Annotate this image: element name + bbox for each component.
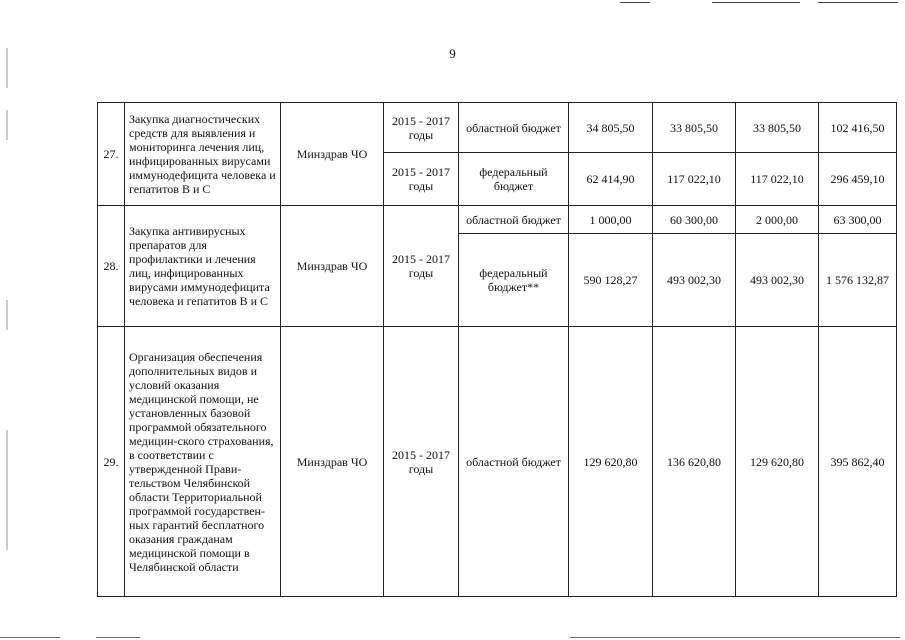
funding-source: федеральный бюджет: [459, 153, 569, 206]
measure-description: Закупка диагностических средств для выявления и мониторинга лечения лиц, инфицированных вирусами иммунодефицита человека и гепатитов В и С: [125, 103, 281, 206]
scan-artifact-speck: [6, 430, 8, 550]
scan-artifact-line: [570, 637, 900, 638]
amount-2015: 34 805,50: [569, 103, 653, 153]
amount-total: 63 300,00: [819, 206, 897, 234]
amount-2017: 2 000,00: [736, 206, 819, 234]
funding-source: федеральный бюджет**: [459, 234, 569, 327]
amount-2017: 129 620,80: [736, 327, 819, 597]
amount-2017: 493 002,30: [736, 234, 819, 327]
amount-2016: 493 002,30: [653, 234, 736, 327]
executor-cell: Минздрав ЧО: [281, 206, 384, 327]
amount-2015: 590 128,27: [569, 234, 653, 327]
executor-cell: Минздрав ЧО: [281, 103, 384, 206]
amount-2017: 117 022,10: [736, 153, 819, 206]
table-row: [98, 103, 897, 153]
table-row: [98, 327, 897, 597]
page-number: 9: [449, 46, 456, 61]
scan-artifact-line: [96, 637, 140, 638]
scan-artifact-line: [712, 2, 800, 3]
scan-artifact-speck: [6, 110, 8, 140]
period-cell: 2015 - 2017 годы: [384, 206, 459, 327]
period-cell: 2015 - 2017 годы: [384, 103, 459, 153]
row-number: 27.: [98, 103, 125, 206]
funding-source: областной бюджет: [459, 103, 569, 153]
amount-2016: 60 300,00: [653, 206, 736, 234]
amount-2015: 1 000,00: [569, 206, 653, 234]
measure-description: Закупка антивирусных препаратов для профилактики и лечения лиц, инфицированных вирусами иммунодефицита человека и гепатитов В и С: [125, 206, 281, 327]
table-row: [98, 206, 897, 234]
amount-total: 1 576 132,87: [819, 234, 897, 327]
amount-2015: 129 620,80: [569, 327, 653, 597]
amount-2016: 117 022,10: [653, 153, 736, 206]
amount-total: 395 862,40: [819, 327, 897, 597]
amount-2016: 136 620,80: [653, 327, 736, 597]
amount-2015: 62 414,90: [569, 153, 653, 206]
scan-artifact-speck: [6, 300, 8, 330]
scan-artifact-line: [818, 2, 898, 3]
executor-cell: Минздрав ЧО: [281, 327, 384, 597]
period-cell: 2015 - 2017 годы: [384, 327, 459, 597]
amount-total: 296 459,10: [819, 153, 897, 206]
funding-source: областной бюджет: [459, 206, 569, 234]
scan-artifact-line: [0, 637, 60, 638]
period-cell: 2015 - 2017 годы: [384, 153, 459, 206]
amount-2016: 33 805,50: [653, 103, 736, 153]
row-number: 29.: [98, 327, 125, 597]
scan-artifact-line: [620, 2, 650, 3]
amount-2017: 33 805,50: [736, 103, 819, 153]
budget-table: [97, 102, 897, 597]
funding-source: областной бюджет: [459, 327, 569, 597]
amount-total: 102 416,50: [819, 103, 897, 153]
row-number: 28.: [98, 206, 125, 327]
measure-description: Организация обеспечения дополнительных видов и условий оказания медицинской помощи, не установленных базовой программой обязательного медицин-ского страхования, в соответствии с утвержденной Прави-тельством Челябинской области Территориальной программой государствен-ных гарантий бесплатного оказания гражданам медицинской помощи в Челябинской области: [125, 327, 281, 597]
